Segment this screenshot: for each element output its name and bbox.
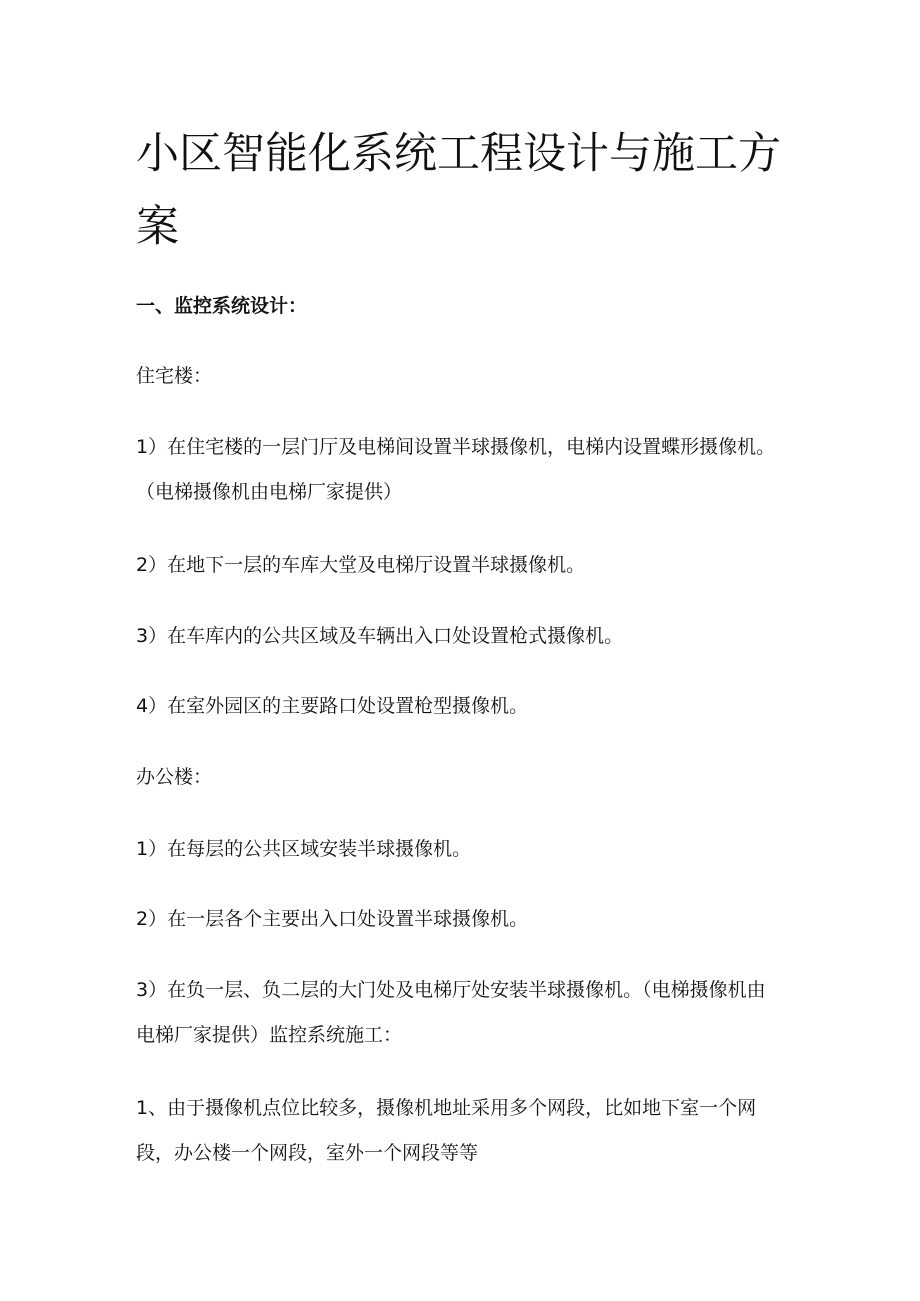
residential-item-4: 4）在室外园区的主要路口处设置枪型摄像机。 <box>136 695 529 717</box>
office-item-2: 2）在一层各个主要出入口处设置半球摄像机。 <box>136 908 529 930</box>
office-item-3: 3）在负一层、负二层的大门处及电梯厅处安装半球摄像机。（电梯摄像机由电梯厂家提供）监控系统施工： <box>136 979 766 1046</box>
document-title: 小区智能化系统工程设计与施工方案 <box>136 129 781 252</box>
section-heading-monitoring-design: 一、监控系统设计： <box>136 295 308 317</box>
subheading-residential: 住宅楼： <box>136 365 213 387</box>
residential-item-2: 2）在地下一层的车库大堂及电梯厅设置半球摄像机。 <box>136 554 586 576</box>
residential-item-1: 1）在住宅楼的一层门厅及电梯间设置半球摄像机，电梯内设置蝶形摄像机。（电梯摄像机由电梯厂家提供） <box>136 436 776 503</box>
office-item-1: 1）在每层的公共区域安装半球摄像机。 <box>136 838 472 860</box>
residential-item-3: 3）在车库内的公共区域及车辆出入口处设置枪式摄像机。 <box>136 625 624 647</box>
subheading-office: 办公楼： <box>136 766 213 788</box>
construction-item-1: 1、由于摄像机点位比较多，摄像机地址采用多个网段，比如地下室一个网段，办公楼一个网段，室外一个网段等等 <box>136 1097 757 1164</box>
